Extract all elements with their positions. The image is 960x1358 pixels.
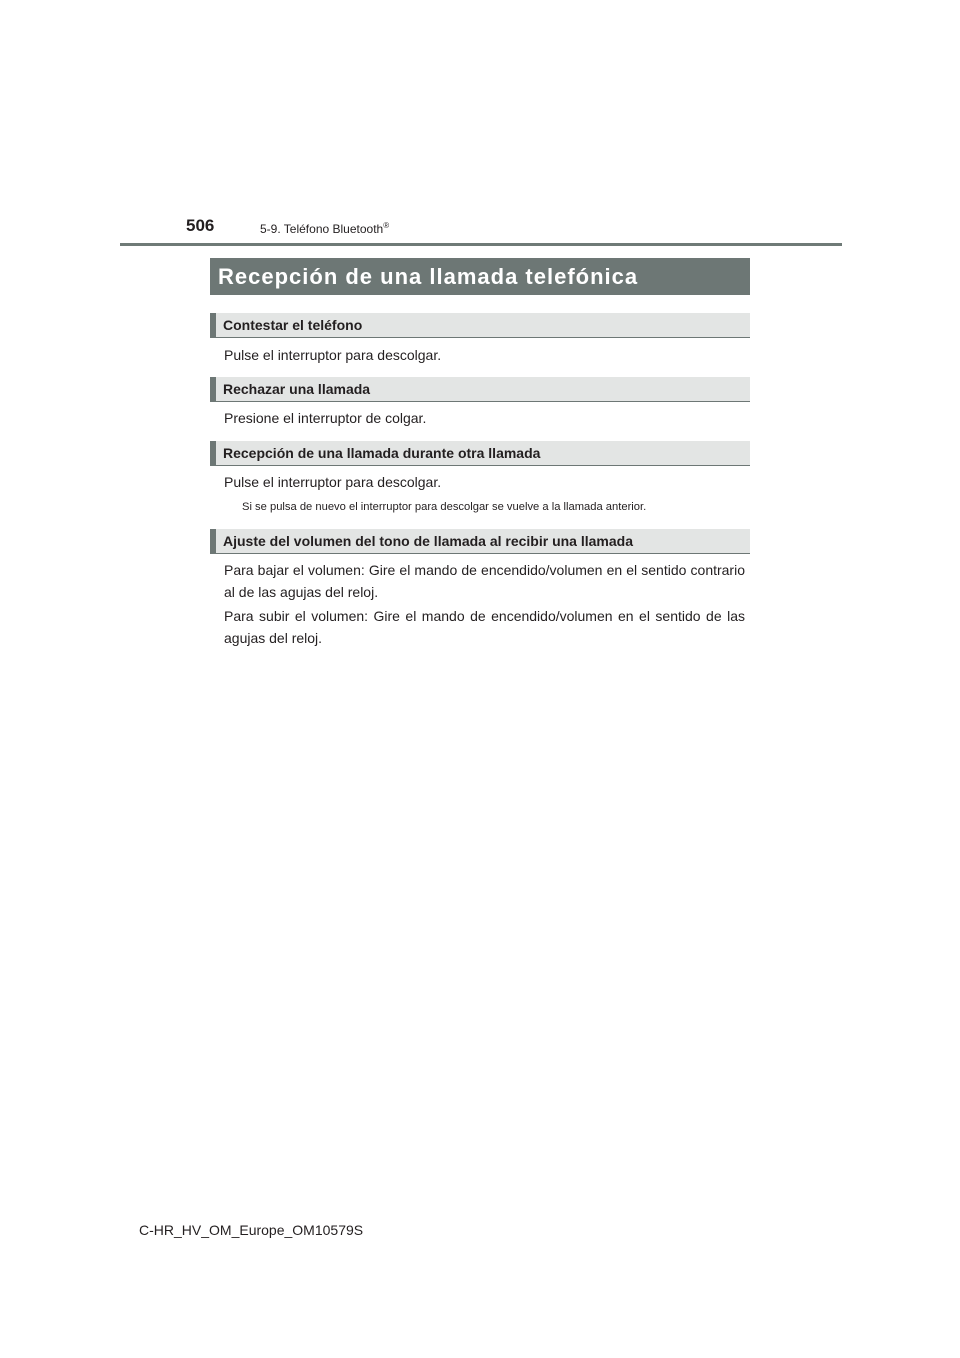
paragraph: Para subir el volumen: Gire el mando de encendido/volumen en el sentido de las agujas del reloj. <box>224 608 745 646</box>
paragraph: Pulse el interruptor para descolgar. <box>224 474 442 490</box>
page-number: 506 <box>186 216 215 235</box>
paragraph: Presione el interruptor de colgar. <box>224 410 427 426</box>
subheading-reject-call <box>210 377 750 402</box>
main-title-bar <box>210 258 750 295</box>
subheading-call-waiting <box>210 441 750 466</box>
document-code: C-HR_HV_OM_Europe_OM10579S <box>139 1222 364 1238</box>
subheading-marker <box>210 377 216 401</box>
paragraph: Para bajar el volumen: Gire el mando de encendido/volumen en el sentido contrario al de las agujas del reloj. <box>224 562 745 600</box>
subheading-text: Contestar el teléfono <box>223 317 363 333</box>
subheading-text: Rechazar una llamada <box>223 381 371 397</box>
header-divider <box>120 243 842 246</box>
subheading-answer-phone <box>210 313 750 338</box>
subheading-text: Ajuste del volumen del tono de llamada al recibir una llamada <box>223 533 633 549</box>
paragraph: Pulse el interruptor para descolgar. <box>224 347 442 363</box>
subheading-marker <box>210 441 216 465</box>
page-title: Recepción de una llamada telefónica <box>218 263 639 289</box>
subheading-ringtone-volume <box>210 529 750 554</box>
section-label-text: 5-9. Teléfono Bluetooth <box>260 222 384 236</box>
registered-mark: ® <box>383 221 390 230</box>
subheading-marker <box>210 313 216 337</box>
note: Si se pulsa de nuevo el interruptor para descolgar se vuelve a la llamada anterior. <box>242 501 647 513</box>
subheading-text: Recepción de una llamada durante otra llamada <box>223 445 541 461</box>
section-label <box>260 222 389 236</box>
subheading-marker <box>210 529 216 553</box>
